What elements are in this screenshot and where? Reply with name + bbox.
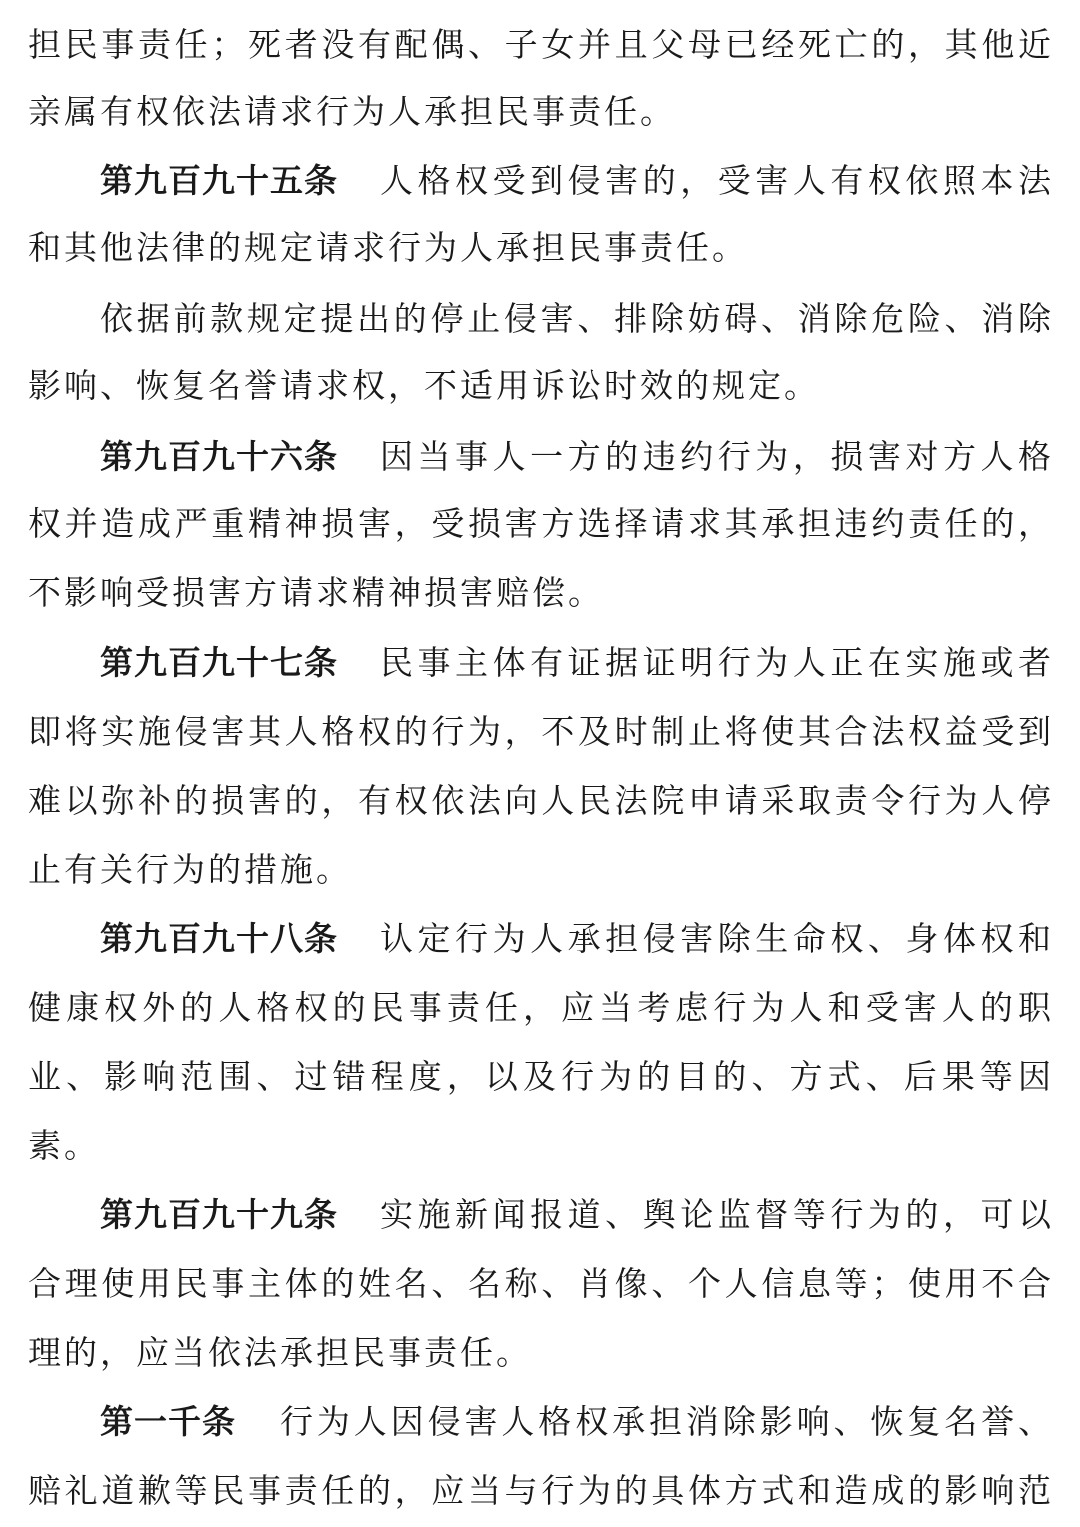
- text-line: 素。: [28, 1126, 100, 1165]
- text-line: 即将实施侵害其人格权的行为，不及时制止将使其合法权益受到: [28, 712, 1054, 751]
- text-line: 行为人因侵害人格权承担消除影响、恢复名誉、: [280, 1402, 1054, 1441]
- article-996-first-line: [100, 434, 1054, 480]
- text-line: 难以弥补的损害的，有权依法向人民法院申请采取责令行为人停: [28, 781, 1054, 820]
- article-heading: 第九百九十五条: [100, 161, 338, 200]
- text-line: 影响、恢复名誉请求权，不适用诉讼时效的规定。: [28, 366, 820, 405]
- text-line: 赔礼道歉等民事责任的，应当与行为的具体方式和造成的影响范: [28, 1471, 1054, 1510]
- article-heading: 第九百九十九条: [100, 1195, 338, 1234]
- text-line: 合理使用民事主体的姓名、名称、肖像、个人信息等；使用不合: [28, 1264, 1054, 1303]
- text-line: 民事主体有证据证明行为人正在实施或者: [380, 643, 1054, 682]
- text-line: 实施新闻报道、舆论监督等行为的，可以: [380, 1195, 1054, 1234]
- text-line: 业、影响范围、过错程度，以及行为的目的、方式、后果等因: [28, 1057, 1054, 1096]
- article-heading: 第九百九十七条: [100, 643, 338, 682]
- article-997-first-line: [100, 640, 1054, 686]
- text-line: 担民事责任；死者没有配偶、子女并且父母已经死亡的，其他近: [28, 25, 1054, 64]
- text-line: 依据前款规定提出的停止侵害、排除妨碍、消除危险、消除: [100, 299, 1054, 338]
- article-998-first-line: [100, 916, 1054, 962]
- article-999-first-line: [100, 1192, 1054, 1238]
- text-line: 认定行为人承担侵害除生命权、身体权和: [380, 919, 1054, 958]
- article-995-first-line: [100, 158, 1054, 204]
- text-line: 不影响受损害方请求精神损害赔偿。: [28, 573, 604, 612]
- text-line: 权并造成严重精神损害，受损害方选择请求其承担违约责任的，: [28, 504, 1054, 543]
- article-heading: 第一千条: [100, 1402, 236, 1441]
- article-1000-first-line: [100, 1399, 1054, 1445]
- text-line: 亲属有权依法请求行为人承担民事责任。: [28, 92, 676, 131]
- text-line: 止有关行为的措施。: [28, 850, 352, 889]
- text-line: 人格权受到侵害的，受害人有权依照本法: [380, 161, 1054, 200]
- article-heading: 第九百九十八条: [100, 919, 338, 958]
- text-line: 因当事人一方的违约行为，损害对方人格: [380, 437, 1054, 476]
- text-line: 健康权外的人格权的民事责任，应当考虑行为人和受害人的职: [28, 988, 1054, 1027]
- article-heading: 第九百九十六条: [100, 437, 338, 476]
- text-line: 理的，应当依法承担民事责任。: [28, 1333, 532, 1372]
- text-line: 和其他法律的规定请求行为人承担民事责任。: [28, 228, 748, 267]
